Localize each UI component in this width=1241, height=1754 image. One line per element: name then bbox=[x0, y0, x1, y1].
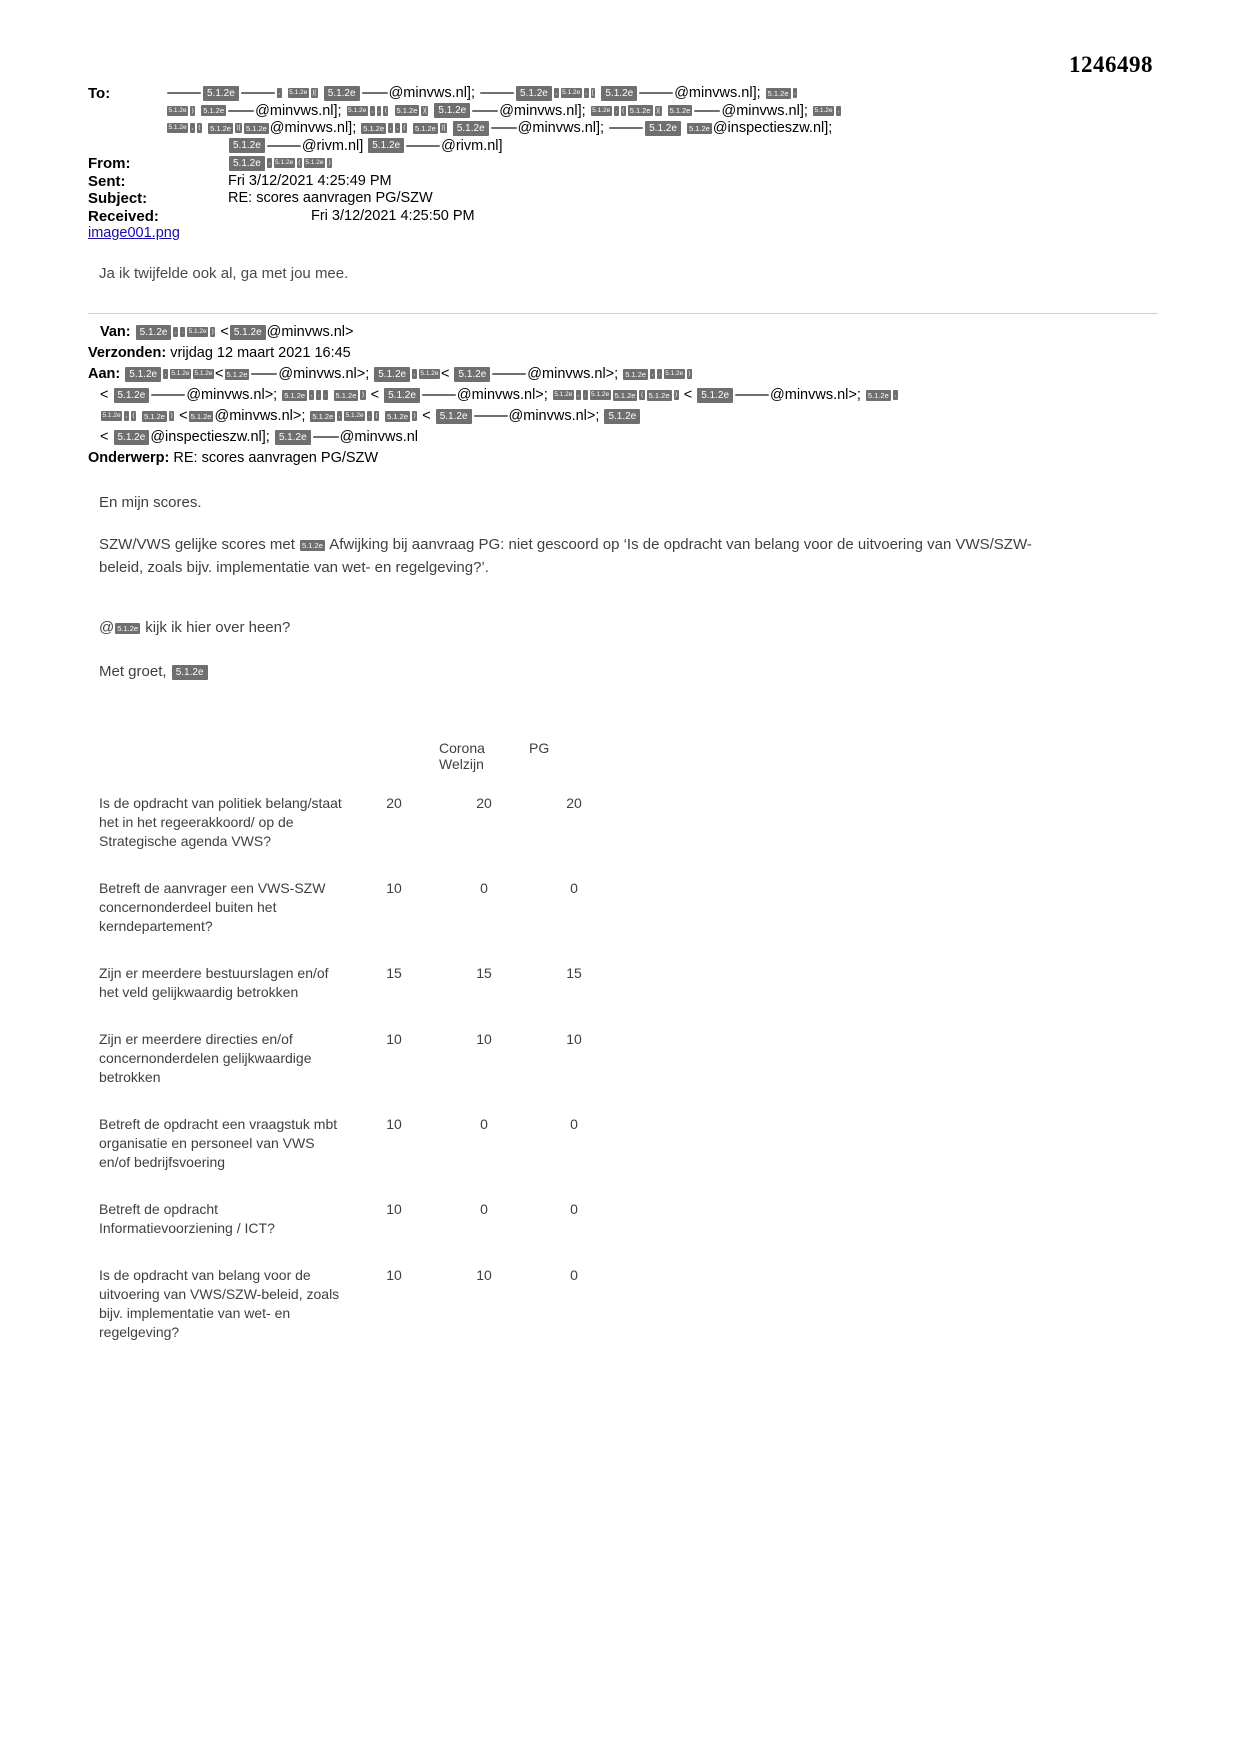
redaction-box bbox=[251, 373, 277, 375]
domain-text: @minvws.nl bbox=[278, 366, 357, 382]
row-value-2: 0 bbox=[480, 1116, 488, 1132]
redaction-box: ) bbox=[211, 328, 214, 336]
document-number: 1246498 bbox=[1069, 52, 1153, 77]
header-row-to bbox=[88, 85, 1158, 103]
redaction-box: , bbox=[164, 370, 167, 378]
row-question: Betreft de aanvrager een VWS-SZW concernonderdeel buiten het kerndepartement? bbox=[99, 880, 326, 934]
header-row-to-cont-1 bbox=[88, 103, 1158, 121]
verzonden-label: Verzonden: bbox=[88, 345, 167, 361]
redaction-box: 5.1.2e bbox=[601, 86, 637, 101]
row-question: Zijn er meerdere bestuurslagen en/of het veld gelijkwaardig betrokken bbox=[99, 965, 329, 1000]
redaction-box: 5.1.2e bbox=[348, 106, 367, 114]
row-value-3: 0 bbox=[570, 1267, 578, 1283]
redaction-box: . bbox=[584, 391, 587, 399]
table-row bbox=[99, 879, 619, 964]
redaction-box bbox=[480, 92, 514, 94]
redaction-box: 5.1.2e bbox=[669, 106, 691, 116]
redaction-box: 5.1.2e bbox=[591, 391, 610, 399]
to-value-cont bbox=[166, 138, 1158, 156]
signoff-text: Met groet, bbox=[99, 663, 167, 680]
redaction-box: 5.1.2e bbox=[629, 106, 651, 116]
row-value-3: 0 bbox=[570, 1201, 578, 1217]
redaction-box: ) bbox=[688, 370, 691, 378]
to-value-cont bbox=[166, 103, 1158, 121]
redaction-box: 5.1.2e bbox=[697, 388, 733, 403]
received-value: Fri 3/12/2021 4:25:50 PM bbox=[311, 207, 475, 224]
redaction-box bbox=[422, 394, 456, 396]
redaction-box: 5.1.2e bbox=[345, 412, 364, 420]
redaction-box: , bbox=[651, 370, 654, 378]
domain-text: @inspectieszw.nl]; bbox=[712, 120, 833, 136]
redaction-box: 5.1.2e bbox=[414, 123, 436, 133]
redaction-box bbox=[694, 110, 720, 112]
row-value-2: 15 bbox=[476, 965, 492, 981]
email-header bbox=[88, 85, 1158, 243]
redaction-box: 5.1.2e bbox=[625, 369, 647, 379]
redaction-box: , bbox=[396, 124, 399, 132]
redaction-box: 5.1.2e bbox=[125, 367, 161, 382]
redaction-box: 5.1.2e bbox=[188, 328, 207, 336]
attachment-link[interactable]: image001.png bbox=[88, 225, 180, 241]
redaction-box: , bbox=[389, 124, 392, 132]
redaction-box: , bbox=[278, 89, 281, 97]
row-value-2: 0 bbox=[480, 1201, 488, 1217]
redaction-box: 5.1.2e bbox=[312, 411, 334, 421]
score-table-body bbox=[99, 794, 619, 1370]
th-pg: PG bbox=[529, 740, 550, 756]
redaction-box: , bbox=[894, 391, 897, 399]
score-table-head bbox=[99, 740, 619, 794]
redaction-box: , bbox=[268, 159, 271, 167]
row-value-3: 0 bbox=[570, 1116, 578, 1132]
redaction-box: , bbox=[615, 106, 618, 114]
row-question: Zijn er meerdere directies en/of concernonderdelen gelijkwaardige betrokken bbox=[99, 1031, 312, 1085]
redaction-box: 5.1.2e bbox=[144, 411, 165, 421]
from-value bbox=[166, 155, 1158, 173]
redaction-box: ) bbox=[361, 391, 365, 399]
message-line-2-pre: SZW/VWS gelijke scores met bbox=[99, 536, 295, 553]
redaction-box: 5.1.2e bbox=[289, 89, 308, 97]
redaction-box: 5.1.2e bbox=[648, 390, 670, 400]
redaction-box bbox=[228, 110, 254, 112]
redaction-box: 5.1.2e bbox=[562, 89, 581, 97]
redaction-box bbox=[406, 145, 440, 147]
spacer bbox=[88, 120, 166, 138]
redaction-box: , bbox=[174, 328, 177, 336]
redaction-box bbox=[491, 127, 517, 129]
subject-value: RE: scores aanvragen PG/SZW bbox=[228, 190, 433, 206]
row-value-1: 10 bbox=[386, 1031, 402, 1047]
message-line-3 bbox=[99, 616, 1059, 639]
subject-label: Subject: bbox=[88, 190, 148, 207]
redaction-box: , bbox=[125, 412, 128, 420]
redaction-box: 5.1.2e bbox=[434, 103, 470, 118]
redaction-box: )[ bbox=[422, 106, 427, 114]
header-row-to-cont-2 bbox=[88, 120, 1158, 138]
redaction-box bbox=[167, 92, 201, 94]
van-label: Van: bbox=[100, 324, 131, 340]
redaction-box: 5.1.2e bbox=[302, 540, 323, 550]
domain-text: @minvws.nl bbox=[186, 387, 265, 403]
redaction-box: 5.1.2e bbox=[767, 88, 789, 98]
redaction-box: ( bbox=[375, 412, 378, 420]
redaction-box bbox=[313, 436, 339, 438]
row-value-3: 10 bbox=[566, 1031, 582, 1047]
row-value-1: 15 bbox=[386, 965, 402, 981]
redaction-box: )[ bbox=[441, 124, 446, 132]
message-line-2 bbox=[99, 533, 1059, 579]
quoted-row-aan-cont-2: 5.1.2e , ( 5.1.2e ) < 5.1.2e @minvws.nl>; 5.1.2e , 5.1.2e . ( 5.1.2e ) < 5.1.2e @minvws.nl>; 5.1.2e bbox=[88, 406, 1158, 426]
domain-text: @minvws.nl]; bbox=[255, 102, 342, 119]
redaction-box: 5.1.2e bbox=[454, 367, 490, 382]
redaction-box: 5.1.2e bbox=[194, 370, 213, 378]
redaction-box: 5.1.2e bbox=[245, 123, 267, 133]
quoted-row-onderwerp bbox=[88, 448, 1158, 468]
header-row-received bbox=[88, 208, 1158, 226]
redaction-box: 5.1.2e bbox=[665, 370, 684, 378]
redaction-box: , bbox=[837, 106, 840, 114]
redaction-box: 5.1.2e bbox=[203, 86, 239, 101]
redaction-box: , bbox=[378, 106, 380, 114]
score-table bbox=[99, 740, 619, 1370]
message-line-3-post: kijk ik hier over heen? bbox=[145, 619, 291, 636]
redaction-box: 5.1.2e bbox=[117, 623, 139, 633]
row-value-2: 20 bbox=[476, 795, 492, 811]
domain-text: @minvws.nl bbox=[339, 429, 419, 445]
redaction-box: 5.1.2e bbox=[275, 430, 311, 445]
redaction-box: , bbox=[585, 89, 588, 97]
domain-text: @minvws.nl]; bbox=[721, 102, 808, 119]
redaction-box: 5.1.2e bbox=[420, 370, 439, 378]
redaction-box: 5.1.2e bbox=[229, 138, 265, 153]
redaction-box: ( bbox=[622, 106, 625, 114]
redaction-box: ) bbox=[328, 159, 331, 167]
redaction-box: 5.1.2e bbox=[168, 106, 187, 114]
domain-text: @minvws.nl bbox=[214, 408, 293, 424]
redaction-box: . bbox=[324, 391, 327, 399]
redaction-box: 5.1.2e bbox=[114, 388, 150, 403]
redaction-box: 5.1.2e bbox=[384, 388, 420, 403]
redaction-box: ( bbox=[403, 124, 406, 132]
redaction-box bbox=[639, 92, 673, 94]
redaction-box: , bbox=[413, 370, 416, 378]
redaction-box: 5.1.2e bbox=[396, 106, 418, 116]
domain-text: @minvws.nl]; bbox=[388, 85, 475, 101]
quoted-row-aan-cont-1: < 5.1.2e @minvws.nl>; 5.1.2e , . . 5.1.2e ) < 5.1.2e @minvws.nl>; 5.1.2e , . 5.1.2e 5.1.2e ( 5.1.2e ) < 5.1.2e @minvws.nl>; 5.1.2e , bbox=[100, 387, 897, 403]
signoff-line bbox=[99, 660, 1059, 683]
redaction-box: 5.1.2e bbox=[210, 123, 231, 133]
quoted-header bbox=[88, 322, 1158, 469]
row-value-1: 20 bbox=[386, 795, 402, 811]
redaction-box: , bbox=[310, 391, 313, 399]
th-corona-line2: Welzijn bbox=[439, 756, 484, 772]
redaction-box: , bbox=[577, 391, 580, 399]
redaction-box: 5.1.2e bbox=[453, 121, 489, 136]
redaction-box: 5.1.2e bbox=[436, 409, 472, 424]
onderwerp-value: RE: scores aanvragen PG/SZW bbox=[173, 450, 379, 466]
redaction-box: 5.1.2e bbox=[114, 430, 150, 445]
redaction-box: 5.1.2e bbox=[614, 390, 636, 400]
row-question: Betreft de opdracht Informatievoorziening / ICT? bbox=[99, 1201, 275, 1236]
redaction-box: 5.1.2e bbox=[688, 123, 710, 133]
to-value-cont bbox=[166, 120, 1158, 138]
redaction-box bbox=[362, 92, 388, 94]
redaction-box: 5.1.2e bbox=[335, 390, 357, 400]
domain-text: @minvws.nl bbox=[527, 366, 606, 382]
table-row bbox=[99, 1266, 619, 1370]
redaction-box: , bbox=[794, 89, 796, 97]
redaction-box: 5.1.2e bbox=[305, 159, 324, 167]
redaction-box: 5.1.2e bbox=[172, 665, 208, 680]
redaction-box: 5.1.2e bbox=[867, 390, 889, 400]
redaction-box: 5.1.2e bbox=[230, 325, 266, 340]
quoted-row-van: Van: 5.1.2e , . 5.1.2e ) < 5.1.2e @minvws.nl> bbox=[100, 324, 354, 340]
redaction-box: 5.1.2e bbox=[275, 159, 294, 167]
onderwerp-label: Onderwerp: bbox=[88, 450, 170, 466]
aan-label: Aan: bbox=[88, 366, 121, 382]
redaction-box bbox=[609, 127, 643, 129]
domain-text: @inspectieszw.nl]; bbox=[150, 429, 270, 445]
redaction-box: ) bbox=[675, 391, 678, 399]
redaction-box: 5.1.2e bbox=[554, 391, 573, 399]
to-value bbox=[166, 85, 1158, 103]
redaction-box: 5.1.2e bbox=[284, 390, 306, 400]
redaction-box: ( bbox=[384, 106, 387, 114]
redaction-box: 5.1.2e bbox=[226, 369, 248, 379]
domain-text: @rivm.nl] bbox=[441, 137, 503, 154]
redaction-box bbox=[241, 92, 275, 94]
redaction-box: ( bbox=[298, 159, 301, 167]
redaction-box: )[ bbox=[236, 124, 241, 132]
redaction-box: ) bbox=[191, 106, 194, 114]
message-line-1: En mijn scores. bbox=[99, 494, 202, 511]
redaction-box: , bbox=[191, 124, 194, 132]
domain-text: @minvws.nl bbox=[770, 387, 849, 403]
row-value-1: 10 bbox=[386, 880, 402, 896]
redaction-box bbox=[151, 394, 185, 396]
redaction-box: ) bbox=[170, 412, 173, 420]
redaction-box: 5.1.2e bbox=[374, 367, 410, 382]
table-row bbox=[99, 964, 619, 1030]
header-row-to-cont-3 bbox=[88, 138, 1158, 156]
redaction-box: 5.1.2e bbox=[171, 370, 190, 378]
attachment-wrap bbox=[88, 225, 1158, 243]
redaction-box: . bbox=[368, 412, 371, 420]
domain-text: @minvws.nl]; bbox=[499, 102, 586, 119]
redaction-box: 5.1.2e bbox=[168, 124, 187, 132]
table-row bbox=[99, 794, 619, 879]
redaction-box: , bbox=[338, 412, 341, 420]
message-line-2-post: Afwijking bij aanvraag PG: niet gescoord op ‘Is de opdracht van belang voor de uitvoering van VWS/SZW-beleid, zoals bijv. implementatie van wet- en regelgeving?’. bbox=[99, 536, 1032, 576]
redaction-box: 5.1.2e bbox=[203, 106, 225, 116]
row-value-2: 10 bbox=[476, 1031, 492, 1047]
domain-text: @minvws.nl]; bbox=[674, 85, 761, 101]
row-value-3: 0 bbox=[570, 880, 578, 896]
redaction-box: , bbox=[371, 106, 373, 114]
redaction-box bbox=[472, 110, 498, 112]
domain-text: @minvws.nl]; bbox=[517, 120, 605, 136]
header-row-from bbox=[88, 155, 1158, 173]
row-question: Betreft de opdracht een vraagstuk mbt organisatie en personeel van VWS en/of bedrijfsvoering bbox=[99, 1116, 338, 1170]
domain-text: @minvws.nl bbox=[456, 387, 536, 403]
redaction-box bbox=[492, 373, 526, 375]
row-question: Is de opdracht van belang voor de uitvoering van VWS/SZW-beleid, zoals bijv. implementatie van wet- en regelgeving? bbox=[99, 1267, 340, 1340]
redaction-box bbox=[474, 415, 508, 417]
redaction-box: )[ bbox=[312, 89, 317, 97]
row-value-1: 10 bbox=[386, 1116, 402, 1132]
sent-value: Fri 3/12/2021 4:25:49 PM bbox=[228, 172, 392, 189]
redaction-box: [ bbox=[592, 89, 594, 97]
table-row bbox=[99, 1200, 619, 1266]
redaction-box: 5.1.2e bbox=[363, 123, 385, 133]
table-row bbox=[99, 1115, 619, 1200]
th-question bbox=[99, 740, 349, 794]
th-corona-welzijn bbox=[439, 740, 529, 794]
domain-text: @minvws.nl]; bbox=[269, 120, 357, 136]
redaction-box: 5.1.2e bbox=[324, 86, 360, 101]
row-value-3: 20 bbox=[566, 795, 582, 811]
row-question: Is de opdracht van politiek belang/staat het in het regeerakkoord/ op de Strategische agenda VWS? bbox=[99, 795, 342, 849]
spacer bbox=[88, 103, 166, 121]
divider bbox=[88, 313, 1158, 314]
redaction-box: 5.1.2e bbox=[814, 106, 833, 114]
header-row-subject bbox=[88, 190, 1158, 208]
redaction-box: 5.1.2e bbox=[190, 411, 212, 421]
reply-text: Ja ik twijfelde ook al, ga met jou mee. bbox=[99, 265, 349, 282]
th-blank bbox=[349, 740, 439, 794]
row-value-1: 10 bbox=[386, 1201, 402, 1217]
redaction-box: ) bbox=[413, 412, 416, 420]
redaction-box: . bbox=[181, 328, 184, 336]
header-row-sent bbox=[88, 173, 1158, 191]
from-label: From: bbox=[88, 155, 131, 172]
row-value-2: 0 bbox=[480, 880, 488, 896]
row-value-3: 15 bbox=[566, 965, 582, 981]
message-line-3-pre: @ bbox=[99, 619, 115, 636]
redaction-box: 5.1.2e bbox=[368, 138, 404, 153]
domain-text: @minvws.nl bbox=[508, 408, 587, 424]
redaction-box: . bbox=[658, 370, 661, 378]
quoted-row-aan-cont-3: < 5.1.2e @inspectieszw.nl]; 5.1.2e @minvws.nl bbox=[100, 429, 419, 445]
redaction-box: ( bbox=[132, 412, 135, 420]
redaction-box: ( bbox=[198, 124, 201, 132]
verzonden-value: vrijdag 12 maart 2021 16:45 bbox=[170, 345, 351, 361]
redaction-box bbox=[267, 145, 301, 147]
redaction-box: 5.1.2e bbox=[645, 121, 681, 136]
domain-text: @rivm.nl] bbox=[301, 137, 364, 154]
sent-label: Sent: bbox=[88, 172, 126, 190]
redaction-box: 5.1.2e bbox=[229, 156, 265, 171]
row-value-2: 10 bbox=[476, 1267, 492, 1283]
redaction-box: 5.1.2e bbox=[387, 411, 409, 421]
th-corona-line1: Corona bbox=[439, 740, 485, 756]
row-value-1: 10 bbox=[386, 1267, 402, 1283]
redaction-box: 5.1.2e bbox=[516, 86, 552, 101]
redaction-box: ( bbox=[640, 391, 644, 399]
table-row bbox=[99, 1030, 619, 1115]
redaction-box: , bbox=[555, 89, 558, 97]
to-label: To: bbox=[88, 85, 111, 102]
quoted-row-aan: Aan: 5.1.2e , 5.1.2e 5.1.2e < 5.1.2e @minvws.nl>; 5.1.2e , 5.1.2e < 5.1.2e @minvws.nl>; 5.1.2e , . 5.1.2e ) bbox=[88, 366, 691, 382]
header-row-attachment bbox=[88, 225, 1158, 243]
redaction-box: )[ bbox=[656, 106, 661, 114]
redaction-box: 5.1.2e bbox=[136, 325, 172, 340]
redaction-box bbox=[735, 394, 769, 396]
redaction-box: 5.1.2e bbox=[592, 106, 611, 114]
redaction-box: 5.1.2e bbox=[102, 412, 121, 420]
spacer bbox=[88, 138, 166, 156]
received-label: Received: bbox=[88, 207, 159, 225]
redaction-box: 5.1.2e bbox=[604, 409, 640, 424]
quoted-row-verzonden bbox=[88, 343, 1158, 363]
table-header-row bbox=[99, 740, 619, 794]
redaction-box: . bbox=[317, 391, 320, 399]
domain-text: @minvws.nl bbox=[266, 324, 346, 340]
